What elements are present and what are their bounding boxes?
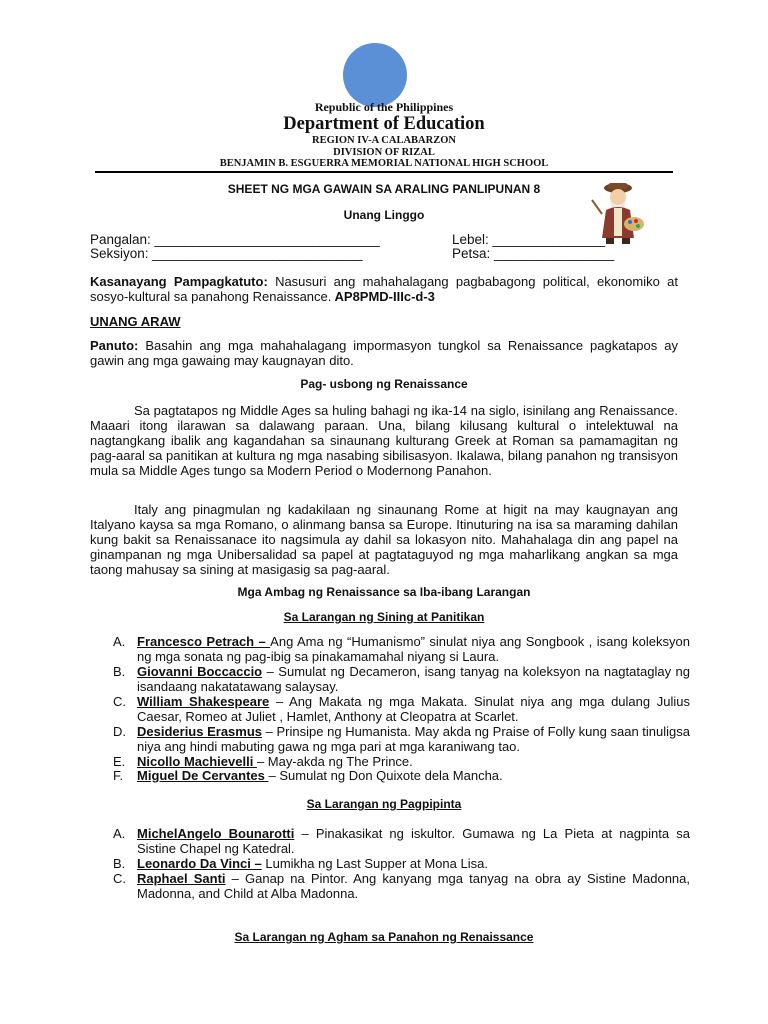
person-desc: – Sumulat ng Decameron, isang tanyag na koleksyon na nagtataglay ng isandaang nakatatawang salaysay. (137, 664, 691, 694)
panuto-label: Panuto: (90, 338, 139, 353)
list-text (137, 724, 690, 754)
person-name: Raphael Santi (137, 871, 226, 886)
list-text (137, 694, 690, 724)
competency-body: Nasusuri ang mahahalagang pagbabagong political, ekonomiko at sosyo-kultural sa panahong Renaissance. (90, 274, 678, 304)
competency-label: Kasanayang Pampagkatuto: (90, 274, 268, 289)
header-divider (95, 171, 673, 173)
list-text (137, 826, 690, 856)
list-text (137, 871, 690, 901)
ambag-title: Mga Ambag ng Renaissance sa Iba-ibang Larangan (237, 585, 531, 599)
pangalan-field[interactable]: Pangalan: ______________________________ (90, 232, 380, 247)
list-text (137, 664, 690, 694)
seksiyon-field[interactable]: Seksiyon: ____________________________ (90, 246, 363, 261)
person-desc: – May-akda ng The Prince. (256, 754, 413, 769)
person-desc: – Pinakasikat ng iskultor. Gumawa ng La Pieta at nagpinta sa Sistine Chapel ng Katedral. (137, 826, 690, 856)
person-desc: Ang Ama ng “Humanismo” sinulat niya ang Songbook , isang koleksyon ng mga sonata ng pag-ibig sa pinakamamahal niyang si Laura. (137, 634, 690, 664)
paragraph-2: Italy ang pinagmulan ng kadakilaan ng sinaunang Rome at higit na may kaugnayan ang Italyano kaysa sa mga Romano, o alinmang bansa sa Europe. Itinuturing na isa sa maraming dahilan kung bakit sa Renaissanace ito nagsimula ay dahil sa lokasyon nito. Mahahalaga din ang papel na ginampanan ng mga Unibersalidad sa papel at pagtataguyod ng mga maharlikang angkan sa mga taong mahusay sa sining at masigasig sa pag-aaral. (90, 502, 678, 577)
person-desc: – Sumulat ng Don Quixote dela Mancha. (268, 768, 503, 783)
panuto-body: Basahin ang mga mahahalagang impormasyon tungkol sa Renaissance pagkatapos ay gawin ang mga gawaing may kaugnayan dito. (90, 338, 678, 368)
list-text (137, 768, 690, 783)
list-letter: E. (113, 754, 126, 769)
person-name: MichelAngelo Bounarotti (137, 826, 295, 841)
paragraph-1: Sa pagtatapos ng Middle Ages sa huling bahagi ng ika-14 na siglo, isinilang ang Renaissance. Maaari itong ilarawan sa dalawang paraan. Una, bilang kilusang kultural o intelektuwal na nagtangkang ibalik ang kagandahan sa sinaunang kulturang Greek at Roman sa pamamagitan ng pag-aaral sa panitikan at kultura ng mga nasabing sibilisasyon. Ikalawa, bilang panahon ng transisyon mula sa Middle Ages tungo sa Modern Period o Modernong Panahon. (90, 403, 678, 478)
petsa-field[interactable]: Petsa: ________________ (452, 246, 615, 261)
competency-code: AP8PMD-IIIc-d-3 (331, 289, 435, 304)
department-title: Department of Education (283, 114, 485, 134)
day-heading: UNANG ARAW (90, 314, 181, 329)
school-name: BENJAMIN B. ESGUERRA MEMORIAL NATIONAL HIGH SCHOOL (219, 158, 549, 169)
section-title: Pag- usbong ng Renaissance (300, 377, 468, 391)
list-text (137, 754, 690, 769)
list-letter: D. (113, 724, 126, 739)
region-line: REGION IV-A CALABARZON (312, 135, 456, 146)
list-letter: A. (113, 634, 126, 649)
pagpipinta-title: Sa Larangan ng Pagpipinta (306, 797, 462, 811)
list-text (137, 634, 690, 664)
person-desc: – Ganap na Pintor. Ang kanyang mga tanyag na obra ay Sistine Madonna, Madonna, and Child at Alba Madonna. (137, 871, 691, 901)
person-name: Francesco Petrach – (137, 634, 271, 649)
person-name: Leonardo Da Vinci – (137, 856, 262, 871)
panuto-text (90, 338, 678, 368)
person-desc: – Prinsipe ng Humanista. May akda ng Praise of Folly kung saan tinuligsa niya ang hindi mabuting gawa ng mga pari at mga karaniwang tao. (137, 724, 691, 754)
list-letter: C. (113, 871, 126, 886)
sining-title: Sa Larangan ng Sining at Panitikan (283, 610, 485, 624)
person-desc: – Ang Makata ng mga Makata. Sinulat niya ang mga dulang Julius Caesar, Romeo at Juliet , Hamlet, Anthony at Cleopatra at Scarlet. (137, 694, 690, 724)
person-desc: Lumikha ng Last Supper at Mona Lisa. (261, 856, 488, 871)
competency-text (90, 274, 678, 304)
week-label: Unang Linggo (343, 208, 425, 222)
list-letter: C. (113, 694, 126, 709)
school-logo (343, 43, 407, 107)
lebel-field[interactable]: Lebel: _______________ (452, 232, 606, 247)
person-name: Giovanni Boccaccio (137, 664, 263, 679)
person-name: William Shakespeare (137, 694, 270, 709)
list-letter: B. (113, 664, 126, 679)
list-text (137, 856, 690, 871)
person-name: Miguel De Cervantes (137, 768, 269, 783)
list-letter: B. (113, 856, 126, 871)
list-letter: A. (113, 826, 126, 841)
person-name: Nicollo Machievelli (137, 754, 257, 769)
sheet-title: SHEET NG MGA GAWAIN SA ARALING PANLIPUNAN 8 (227, 182, 541, 196)
list-letter: F. (113, 768, 124, 783)
agham-title: Sa Larangan ng Agham sa Panahon ng Renaissance (234, 930, 534, 944)
division-line: DIVISION OF RIZAL (333, 147, 435, 158)
republic-line: Republic of the Philippines (314, 100, 454, 114)
person-name: Desiderius Erasmus (137, 724, 263, 739)
